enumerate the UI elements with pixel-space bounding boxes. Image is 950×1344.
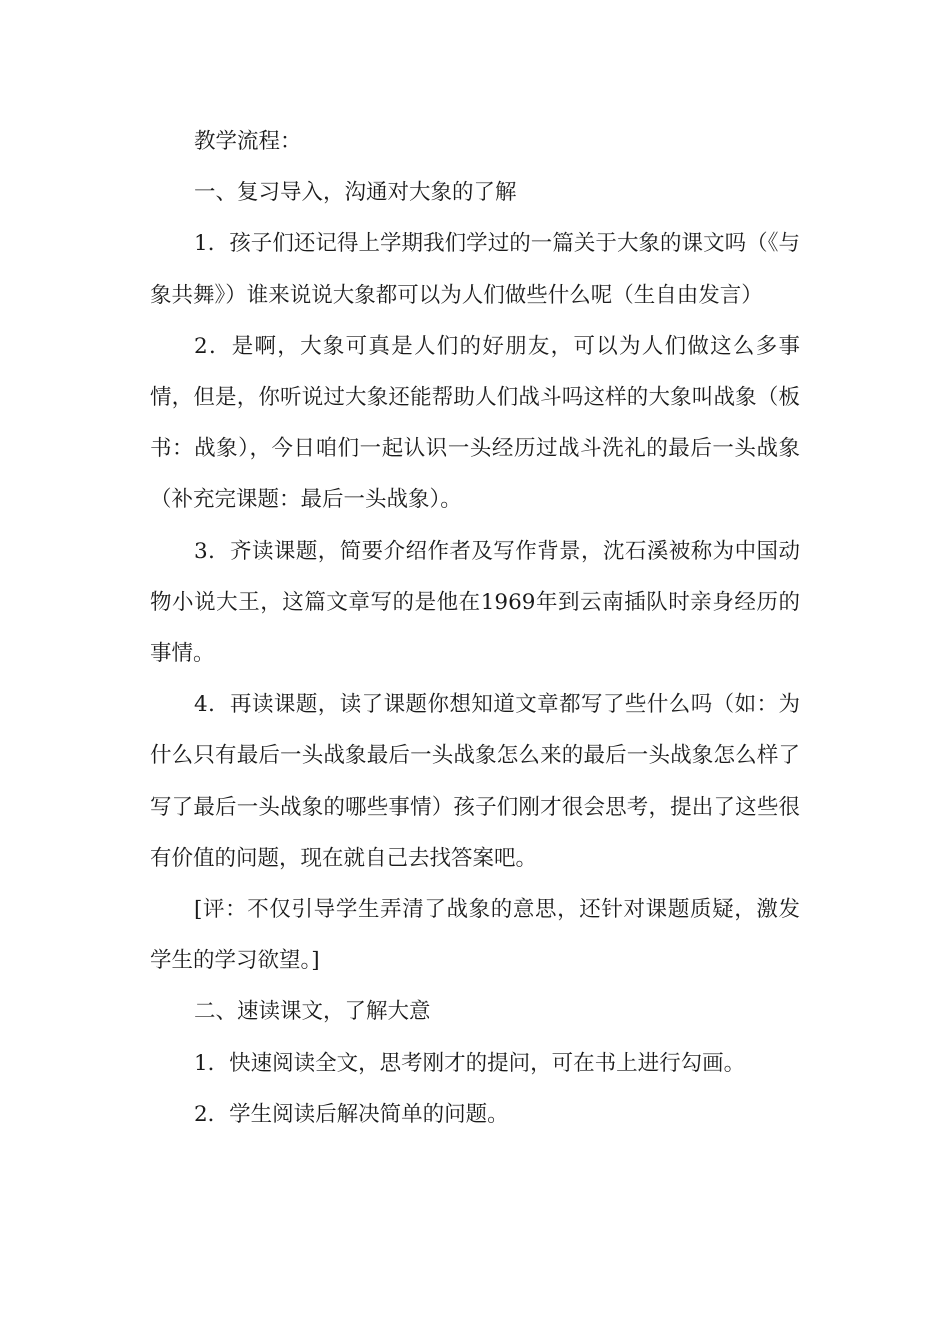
paragraph-step-1: 1．孩子们还记得上学期我们学过的一篇关于大象的课文吗（《与象共舞》）谁来说说大象都可以为人们做些什么呢（生自由发言） — [150, 231, 800, 308]
section-heading-speed-reading: 二、速读课文，了解大意 — [194, 999, 431, 1025]
paragraph-step-3: 3．齐读课题，简要介绍作者及写作背景，沈石溪被称为中国动物小说大王，这篇文章写的是他在1969年到云南插队时亲身经历的事情。 — [150, 538, 800, 667]
paragraph-reading-step-1: 1．快速阅读全文，思考刚才的提问，可在书上进行勾画。 — [194, 1050, 746, 1076]
paragraph-reading-step-2: 2．学生阅读后解决简单的问题。 — [194, 1101, 509, 1127]
section-heading-teaching-process: 教学流程： — [194, 129, 302, 154]
paragraph-step-4: 4．再读课题，读了课题你想知道文章都写了些什么吗（如：为什么只有最后一头战象最后一头战象怎么来的最后一头战象怎么样了写了最后一头战象的哪些事情）孩子们刚才很会思考，提出了这些很有价值的问题，现在就自己去找答案吧。 — [150, 692, 800, 871]
section-heading-review: 一、复习导入，沟通对大象的了解 — [194, 180, 517, 206]
paragraph-step-2: 2．是啊，大象可真是人们的好朋友，可以为人们做这么多事情，但是，你听说过大象还能帮助人们战斗吗这样的大象叫战象（板书：战象），今日咱们一起认识一头经历过战斗洗礼的最后一头战象（补充完课题：最后一头战象）。 — [150, 333, 800, 513]
paragraph-comment: [评：不仅引导学生弄清了战象的意思，还针对课题质疑，激发学生的学习欲望。] — [150, 897, 800, 974]
